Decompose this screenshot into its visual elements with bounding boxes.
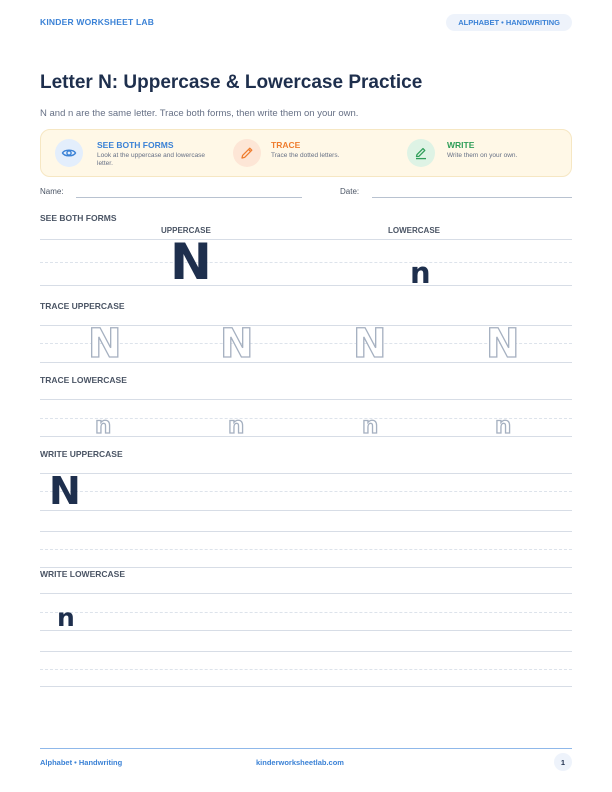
step-write <box>407 130 567 176</box>
eye-icon <box>55 139 83 167</box>
step-see-desc: Look at the uppercase and lowercase letter. <box>97 152 206 168</box>
page-subtitle: N and n are the same letter. Trace both forms, then write them on your own. <box>40 108 359 119</box>
trace-lowercase-letter[interactable]: n <box>95 413 112 439</box>
section-write-lower-label: WRITE LOWERCASE <box>40 569 129 579</box>
uppercase-label: UPPERCASE <box>161 226 211 235</box>
pen-icon <box>407 139 435 167</box>
guide-line <box>40 399 572 400</box>
brand-name: KINDER WORKSHEET LAB <box>40 17 155 27</box>
trace-lowercase-letter[interactable]: n <box>228 413 245 439</box>
step-see <box>55 130 225 176</box>
steps-panel <box>40 129 572 177</box>
write-uppercase-area[interactable] <box>90 473 572 567</box>
trace-lowercase-letter[interactable]: n <box>495 413 512 439</box>
date-label: Date: <box>340 187 360 196</box>
pencil-icon <box>233 139 261 167</box>
section-see-label: SEE BOTH FORMS <box>40 213 117 223</box>
trace-uppercase-letter[interactable]: N <box>353 321 387 367</box>
guide-line <box>40 686 572 687</box>
step-see-title: SEE BOTH FORMS <box>97 140 174 150</box>
guide-line <box>40 239 572 240</box>
write-uppercase-model-letter: N <box>49 469 81 513</box>
name-field[interactable] <box>76 197 302 198</box>
guide-line <box>40 262 572 263</box>
lowercase-label: LOWERCASE <box>388 226 440 235</box>
guide-line <box>40 436 572 437</box>
step-trace-title: TRACE <box>271 140 301 150</box>
step-trace-desc: Trace the dotted letters. <box>271 152 340 159</box>
trace-lowercase-letter[interactable]: n <box>362 413 379 439</box>
step-write-title: WRITE <box>447 140 475 150</box>
footer-website: kinderworksheetlab.com <box>256 758 344 767</box>
trace-uppercase-letter[interactable]: N <box>88 321 122 367</box>
date-field[interactable] <box>372 197 572 198</box>
guide-line <box>40 567 572 568</box>
footer-category: Alphabet • Handwriting <box>40 758 123 767</box>
guide-line <box>40 418 572 419</box>
step-trace <box>233 130 403 176</box>
section-write-upper-label: WRITE UPPERCASE <box>40 449 123 459</box>
section-trace-lower-label: TRACE LOWERCASE <box>40 375 127 385</box>
page-title: Letter N: Uppercase & Lowercase Practice <box>40 72 423 93</box>
write-lowercase-model-letter: n <box>57 603 75 632</box>
name-label: Name: <box>40 187 64 196</box>
guide-line <box>40 285 572 286</box>
page-number: 1 <box>554 753 572 771</box>
footer-divider <box>40 748 572 749</box>
section-trace-upper-label: TRACE UPPERCASE <box>40 301 125 311</box>
trace-uppercase-letter[interactable]: N <box>220 321 254 367</box>
uppercase-sample-letter: N <box>170 233 212 291</box>
trace-uppercase-letter[interactable]: N <box>486 321 520 367</box>
step-write-desc: Write them on your own. <box>447 152 518 159</box>
write-lowercase-area[interactable] <box>90 593 572 686</box>
lowercase-sample-letter: n <box>410 256 431 290</box>
category-tag: ALPHABET • HANDWRITING <box>446 14 572 31</box>
